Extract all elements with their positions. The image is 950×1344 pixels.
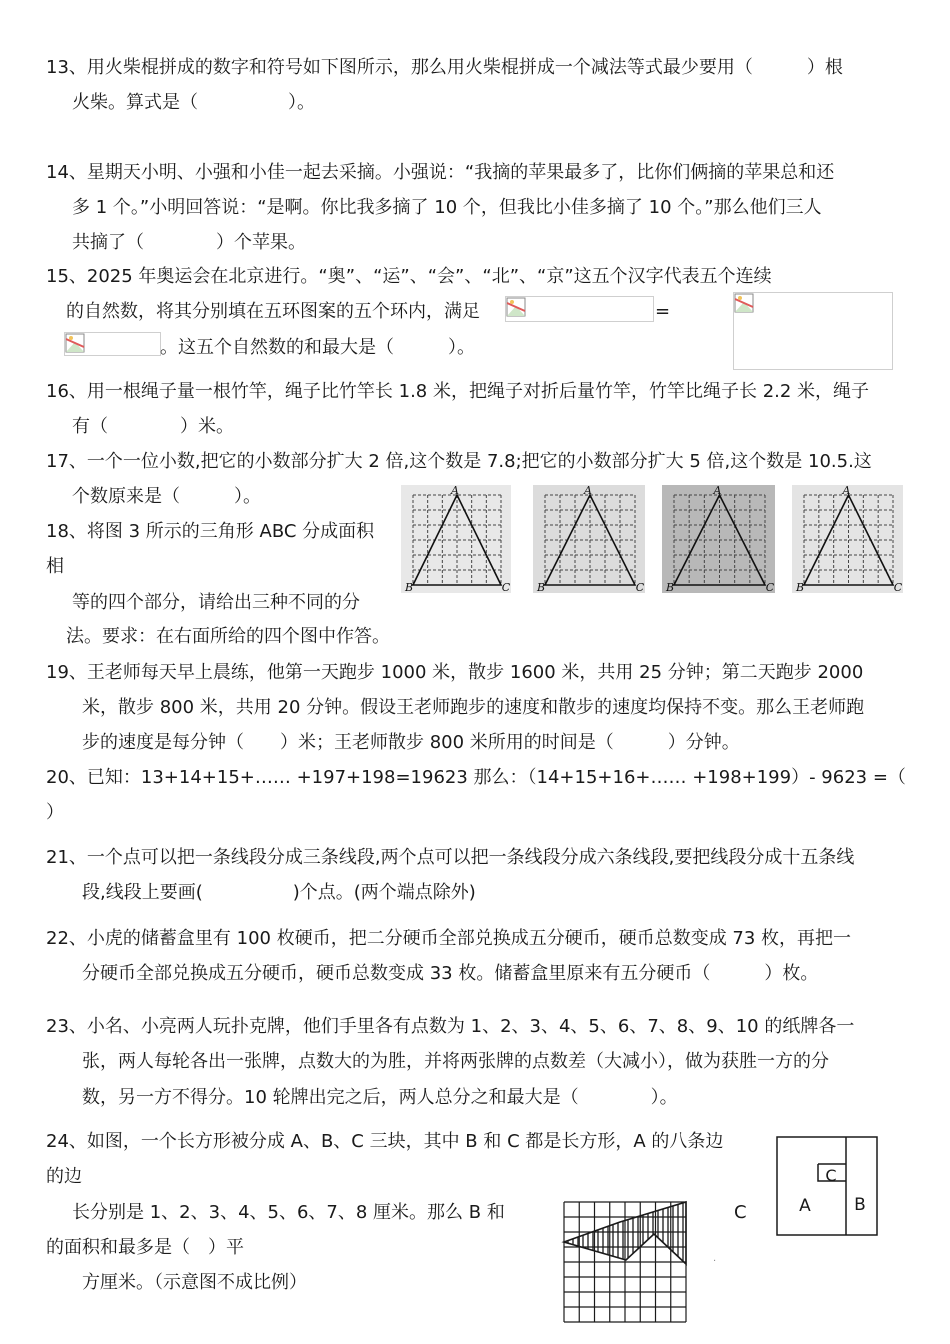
vertex-label-c: C bbox=[893, 581, 903, 593]
q14-line2: 多 1 个。”小明回答说：“是啊。你比我多摘了 10 个，但我比小佳多摘了 10 个。”那么他们三人 bbox=[72, 197, 822, 218]
vertex-label-c: C bbox=[765, 581, 775, 593]
q21-line1: 21、一个点可以把一条线段分成三条线段,两个点可以把一条线段分成六条线段,要把线段分成十五条线 bbox=[46, 847, 855, 868]
q24-line4: 的面积和最多是（ ）平 bbox=[46, 1237, 244, 1258]
q16-line2: 有（ ）米。 bbox=[72, 416, 234, 437]
q24-line3: 长分别是 1、2、3、4、5、6、7、8 厘米。那么 B 和 bbox=[72, 1202, 505, 1223]
q16-line1: 16、用一根绳子量一根竹竿，绳子比竹竿长 1.8 米，把绳子对折后量竹竿，竹竿比绳子长 2.2 米，绳子 bbox=[46, 381, 870, 402]
q20-line2: ） bbox=[46, 802, 64, 823]
q24-line5: 方厘米。（示意图不成比例） bbox=[82, 1272, 307, 1293]
q15-line1: 15、2025 年奥运会在北京进行。“奥”、“运”、“会”、“北”、“京”这五个汉字代表五个连续 bbox=[46, 266, 772, 287]
q19-line3: 步的速度是每分钟（ ）米；王老师散步 800 米所用的时间是（ ）分钟。 bbox=[82, 732, 740, 753]
region-a-label: A bbox=[799, 1196, 811, 1216]
q18-line3: 等的四个部分，请给出三种不同的分 bbox=[72, 592, 360, 613]
vertex-label-c: C bbox=[635, 581, 645, 593]
q22-line1: 22、小虎的储蓄盒里有 100 枚硬币，把二分硬币全部兑换成五分硬币，硬币总数变成 73 枚，再把一 bbox=[46, 928, 852, 949]
q22-line2: 分硬币全部兑换成五分硬币，硬币总数变成 33 枚。储蓄盒里原来有五分硬币（ ）枚。 bbox=[82, 963, 819, 984]
broken-image-2 bbox=[733, 292, 893, 370]
vertex-label-b: B bbox=[795, 581, 805, 593]
stray-mark: · bbox=[713, 1256, 717, 1267]
vertex-label-a: A bbox=[713, 485, 722, 497]
triangle-grid-panel-1 bbox=[401, 485, 511, 593]
broken-image-icon bbox=[506, 297, 526, 317]
broken-image-icon bbox=[734, 293, 754, 313]
triangle-grid-panel-4 bbox=[792, 485, 903, 593]
q13-line1: 13、用火柴棍拼成的数字和符号如下图所示，那么用火柴棍拼成一个减法等式最少要用（ ）根 bbox=[46, 57, 843, 78]
q24-c-label: C bbox=[734, 1202, 747, 1223]
q17-line1: 17、一个一位小数,把它的小数部分扩大 2 倍,这个数是 7.8;把它的小数部分扩大 5 倍,这个数是 10.5.这 bbox=[46, 451, 872, 472]
hatched-grid-figure bbox=[560, 1198, 690, 1326]
q24-line1: 24、如图，一个长方形被分成 A、B、C 三块，其中 B 和 C 都是长方形，A 的八条边 bbox=[46, 1131, 724, 1152]
q23-line3: 数，另一方不得分。10 轮牌出完之后，两人总分之和最大是（ ）。 bbox=[82, 1087, 678, 1108]
q14-line3: 共摘了（ ）个苹果。 bbox=[72, 232, 306, 253]
q19-line2: 米，散步 800 米，共用 20 分钟。假设王老师跑步的速度和散步的速度均保持不变。那么王老师跑 bbox=[82, 697, 865, 718]
broken-image-icon bbox=[65, 333, 85, 353]
rectangle-diagram bbox=[776, 1136, 880, 1238]
q18-line1: 18、将图 3 所示的三角形 ABC 分成面积 bbox=[46, 521, 375, 542]
outer-rectangle bbox=[777, 1137, 877, 1235]
broken-image-1 bbox=[505, 296, 654, 322]
vertex-label-b: B bbox=[536, 581, 546, 593]
q20-line1: 20、已知：13+14+15+…… +197+198=19623 那么：（14+15+16+…… +198+199）- 9623 =（ bbox=[46, 767, 906, 788]
q14-line1: 14、星期天小明、小强和小佳一起去采摘。小强说：“我摘的苹果最多了，比你们俩摘的苹果总和还 bbox=[46, 162, 835, 183]
vertex-label-c: C bbox=[501, 581, 511, 593]
vertex-label-a: A bbox=[842, 485, 851, 497]
vertex-label-a: A bbox=[451, 485, 459, 497]
q23-line1: 23、小名、小亮两人玩扑克牌，他们手里各有点数为 1、2、3、4、5、6、7、8、9、10 的纸牌各一 bbox=[46, 1016, 855, 1037]
q24-line2: 的边 bbox=[46, 1166, 82, 1187]
q18-line2: 相 bbox=[46, 556, 64, 577]
q17-line2: 个数原来是（ ）。 bbox=[72, 486, 261, 507]
triangle-grid-panel-3 bbox=[662, 485, 775, 593]
q23-line2: 张，两人每轮各出一张牌，点数大的为胜，并将两张牌的点数差（大减小），做为获胜一方的分 bbox=[82, 1051, 829, 1072]
region-c-label: C bbox=[825, 1166, 837, 1185]
q15-equals: = bbox=[655, 301, 671, 322]
vertex-label-b: B bbox=[665, 581, 675, 593]
q19-line1: 19、王老师每天早上晨练，他第一天跑步 1000 米，散步 1600 米，共用 25 分钟；第二天跑步 2000 bbox=[46, 662, 864, 683]
vertex-label-a: A bbox=[584, 485, 592, 497]
vertex-label-b: B bbox=[404, 581, 414, 593]
region-b-label: B bbox=[854, 1195, 866, 1215]
q21-line2: 段,线段上要画( )个点。(两个端点除外) bbox=[82, 882, 476, 903]
q18-line4: 法。要求：在右面所给的四个图中作答。 bbox=[66, 626, 390, 647]
q15-line3: 。这五个自然数的和最大是（ ）。 bbox=[160, 337, 475, 358]
broken-image-3 bbox=[64, 332, 161, 356]
triangle-grid-panel-2 bbox=[533, 485, 645, 593]
q13-line2: 火柴。算式是（ ）。 bbox=[72, 92, 315, 113]
q15-line2: 的自然数，将其分别填在五环图案的五个环内，满足 bbox=[66, 301, 480, 322]
